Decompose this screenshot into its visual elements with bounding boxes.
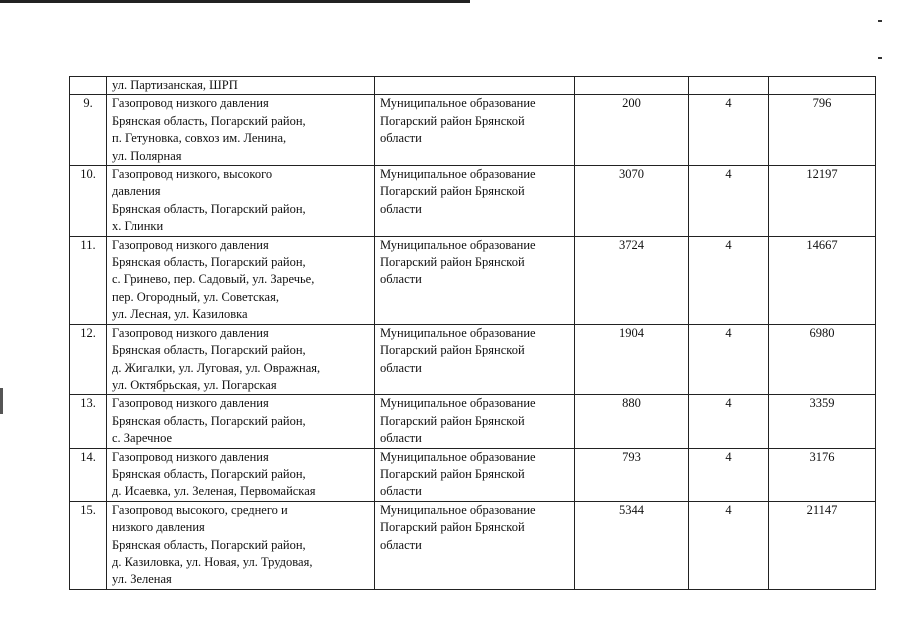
- owner-name: [375, 95, 575, 166]
- object-description-line: д. Казиловка, ул. Новая, ул. Трудовая,: [112, 554, 313, 569]
- object-description-line: ул. Полярная: [112, 148, 182, 163]
- object-description-line: Газопровод низкого давления: [112, 396, 269, 411]
- owner-name: [375, 501, 575, 589]
- row-number: 15.: [70, 501, 107, 589]
- object-description-line: п. Гетуновка, совхоз им. Ленина,: [112, 131, 287, 146]
- table-row: [70, 395, 876, 448]
- cost-value: 12197: [769, 166, 876, 237]
- owner-name: [375, 236, 575, 324]
- gas-pipeline-table: [69, 76, 876, 590]
- object-description-line: Газопровод низкого давления: [112, 96, 269, 111]
- object-description-line: Брянская область, Погарский район,: [112, 113, 306, 128]
- object-description: [107, 236, 375, 324]
- owner-name-line: области: [380, 360, 422, 375]
- object-description-line: ул. Лесная, ул. Казиловка: [112, 307, 248, 322]
- object-description-line: х. Глинки: [112, 219, 164, 234]
- object-description-line: Брянская область, Погарский район,: [112, 343, 306, 358]
- length-value: 793: [575, 448, 689, 501]
- object-description: [107, 95, 375, 166]
- owner-name: [375, 448, 575, 501]
- object-description-line: с. Заречное: [112, 431, 173, 446]
- owner-name-line: области: [380, 201, 422, 216]
- pressure-value: 4: [689, 95, 769, 166]
- owner-name-line: области: [380, 272, 422, 287]
- object-description-line: давления: [112, 184, 161, 199]
- owner-name-line: области: [380, 537, 422, 552]
- object-description-line: Газопровод низкого давления: [112, 237, 269, 252]
- cost-value: 3359: [769, 395, 876, 448]
- owner-name-line: области: [380, 131, 422, 146]
- object-description-line: Брянская область, Погарский район,: [112, 537, 306, 552]
- object-description: [107, 395, 375, 448]
- owner-name-line: Погарский район Брянской: [380, 113, 525, 128]
- table-row: [70, 448, 876, 501]
- object-description-line: Газопровод высокого, среднего и: [112, 502, 288, 517]
- length-value: 880: [575, 395, 689, 448]
- cost-value: 6980: [769, 324, 876, 395]
- cost-value: 21147: [769, 501, 876, 589]
- object-description: [107, 501, 375, 589]
- owner-name: [375, 166, 575, 237]
- length-value: 3070: [575, 166, 689, 237]
- scan-artifact-top-line: [0, 0, 470, 3]
- owner-name-line: Муниципальное образование: [380, 325, 536, 340]
- pressure-value: 4: [689, 501, 769, 589]
- object-description-line: ул. Партизанская, ШРП: [112, 78, 238, 92]
- object-description-line: д. Исаевка, ул. Зеленая, Первомайская: [112, 484, 316, 499]
- owner-name-line: Погарский район Брянской: [380, 466, 525, 481]
- object-description: [107, 77, 375, 95]
- pressure-value: 4: [689, 236, 769, 324]
- owner-name-line: Погарский район Брянской: [380, 413, 525, 428]
- pressure-value: [689, 77, 769, 95]
- object-description-line: Брянская область, Погарский район,: [112, 466, 306, 481]
- owner-name-line: Погарский район Брянской: [380, 184, 525, 199]
- table-row: [70, 166, 876, 237]
- table-row: [70, 501, 876, 589]
- scan-speck: [878, 20, 882, 22]
- length-value: [575, 77, 689, 95]
- pressure-value: 4: [689, 448, 769, 501]
- cost-value: 3176: [769, 448, 876, 501]
- owner-name: [375, 324, 575, 395]
- object-description-line: ул. Зеленая: [112, 572, 172, 587]
- object-description-line: с. Гринево, пер. Садовый, ул. Заречье,: [112, 272, 315, 287]
- scan-speck: [878, 57, 882, 59]
- object-description-line: д. Жигалки, ул. Луговая, ул. Овражная,: [112, 360, 321, 375]
- owner-name-line: Муниципальное образование: [380, 449, 536, 464]
- object-description-line: Газопровод низкого, высокого: [112, 167, 273, 182]
- object-description-line: Газопровод низкого давления: [112, 449, 269, 464]
- row-number: 13.: [70, 395, 107, 448]
- owner-name-line: Погарский район Брянской: [380, 343, 525, 358]
- row-number: 10.: [70, 166, 107, 237]
- object-description-line: пер. Огородный, ул. Советская,: [112, 289, 279, 304]
- owner-name: [375, 77, 575, 95]
- scan-edge-mark: [0, 388, 3, 414]
- row-number: 12.: [70, 324, 107, 395]
- object-description-line: ул. Октябрьская, ул. Погарская: [112, 377, 277, 392]
- row-number: 14.: [70, 448, 107, 501]
- owner-name-line: Погарский район Брянской: [380, 520, 525, 535]
- owner-name-line: Погарский район Брянской: [380, 255, 525, 270]
- owner-name-line: Муниципальное образование: [380, 96, 536, 111]
- cost-value: [769, 77, 876, 95]
- object-description-line: Брянская область, Погарский район,: [112, 413, 306, 428]
- length-value: 200: [575, 95, 689, 166]
- row-number: 9.: [70, 95, 107, 166]
- object-description-line: Брянская область, Погарский район,: [112, 201, 306, 216]
- object-description: [107, 166, 375, 237]
- object-description-line: Брянская область, Погарский район,: [112, 255, 306, 270]
- table-body: [70, 77, 876, 590]
- pressure-value: 4: [689, 166, 769, 237]
- cost-value: 796: [769, 95, 876, 166]
- table-row-continuation: [70, 77, 876, 95]
- object-description-line: Газопровод низкого давления: [112, 325, 269, 340]
- length-value: 3724: [575, 236, 689, 324]
- length-value: 1904: [575, 324, 689, 395]
- object-description-line: низкого давления: [112, 520, 205, 535]
- table-row: [70, 236, 876, 324]
- owner-name-line: Муниципальное образование: [380, 502, 536, 517]
- row-number: [70, 77, 107, 95]
- owner-name: [375, 395, 575, 448]
- owner-name-line: Муниципальное образование: [380, 396, 536, 411]
- table-row: [70, 324, 876, 395]
- owner-name-line: Муниципальное образование: [380, 167, 536, 182]
- object-description: [107, 324, 375, 395]
- owner-name-line: Муниципальное образование: [380, 237, 536, 252]
- cost-value: 14667: [769, 236, 876, 324]
- owner-name-line: области: [380, 431, 422, 446]
- row-number: 11.: [70, 236, 107, 324]
- owner-name-line: области: [380, 484, 422, 499]
- pressure-value: 4: [689, 395, 769, 448]
- object-description: [107, 448, 375, 501]
- pressure-value: 4: [689, 324, 769, 395]
- length-value: 5344: [575, 501, 689, 589]
- table-row: [70, 95, 876, 166]
